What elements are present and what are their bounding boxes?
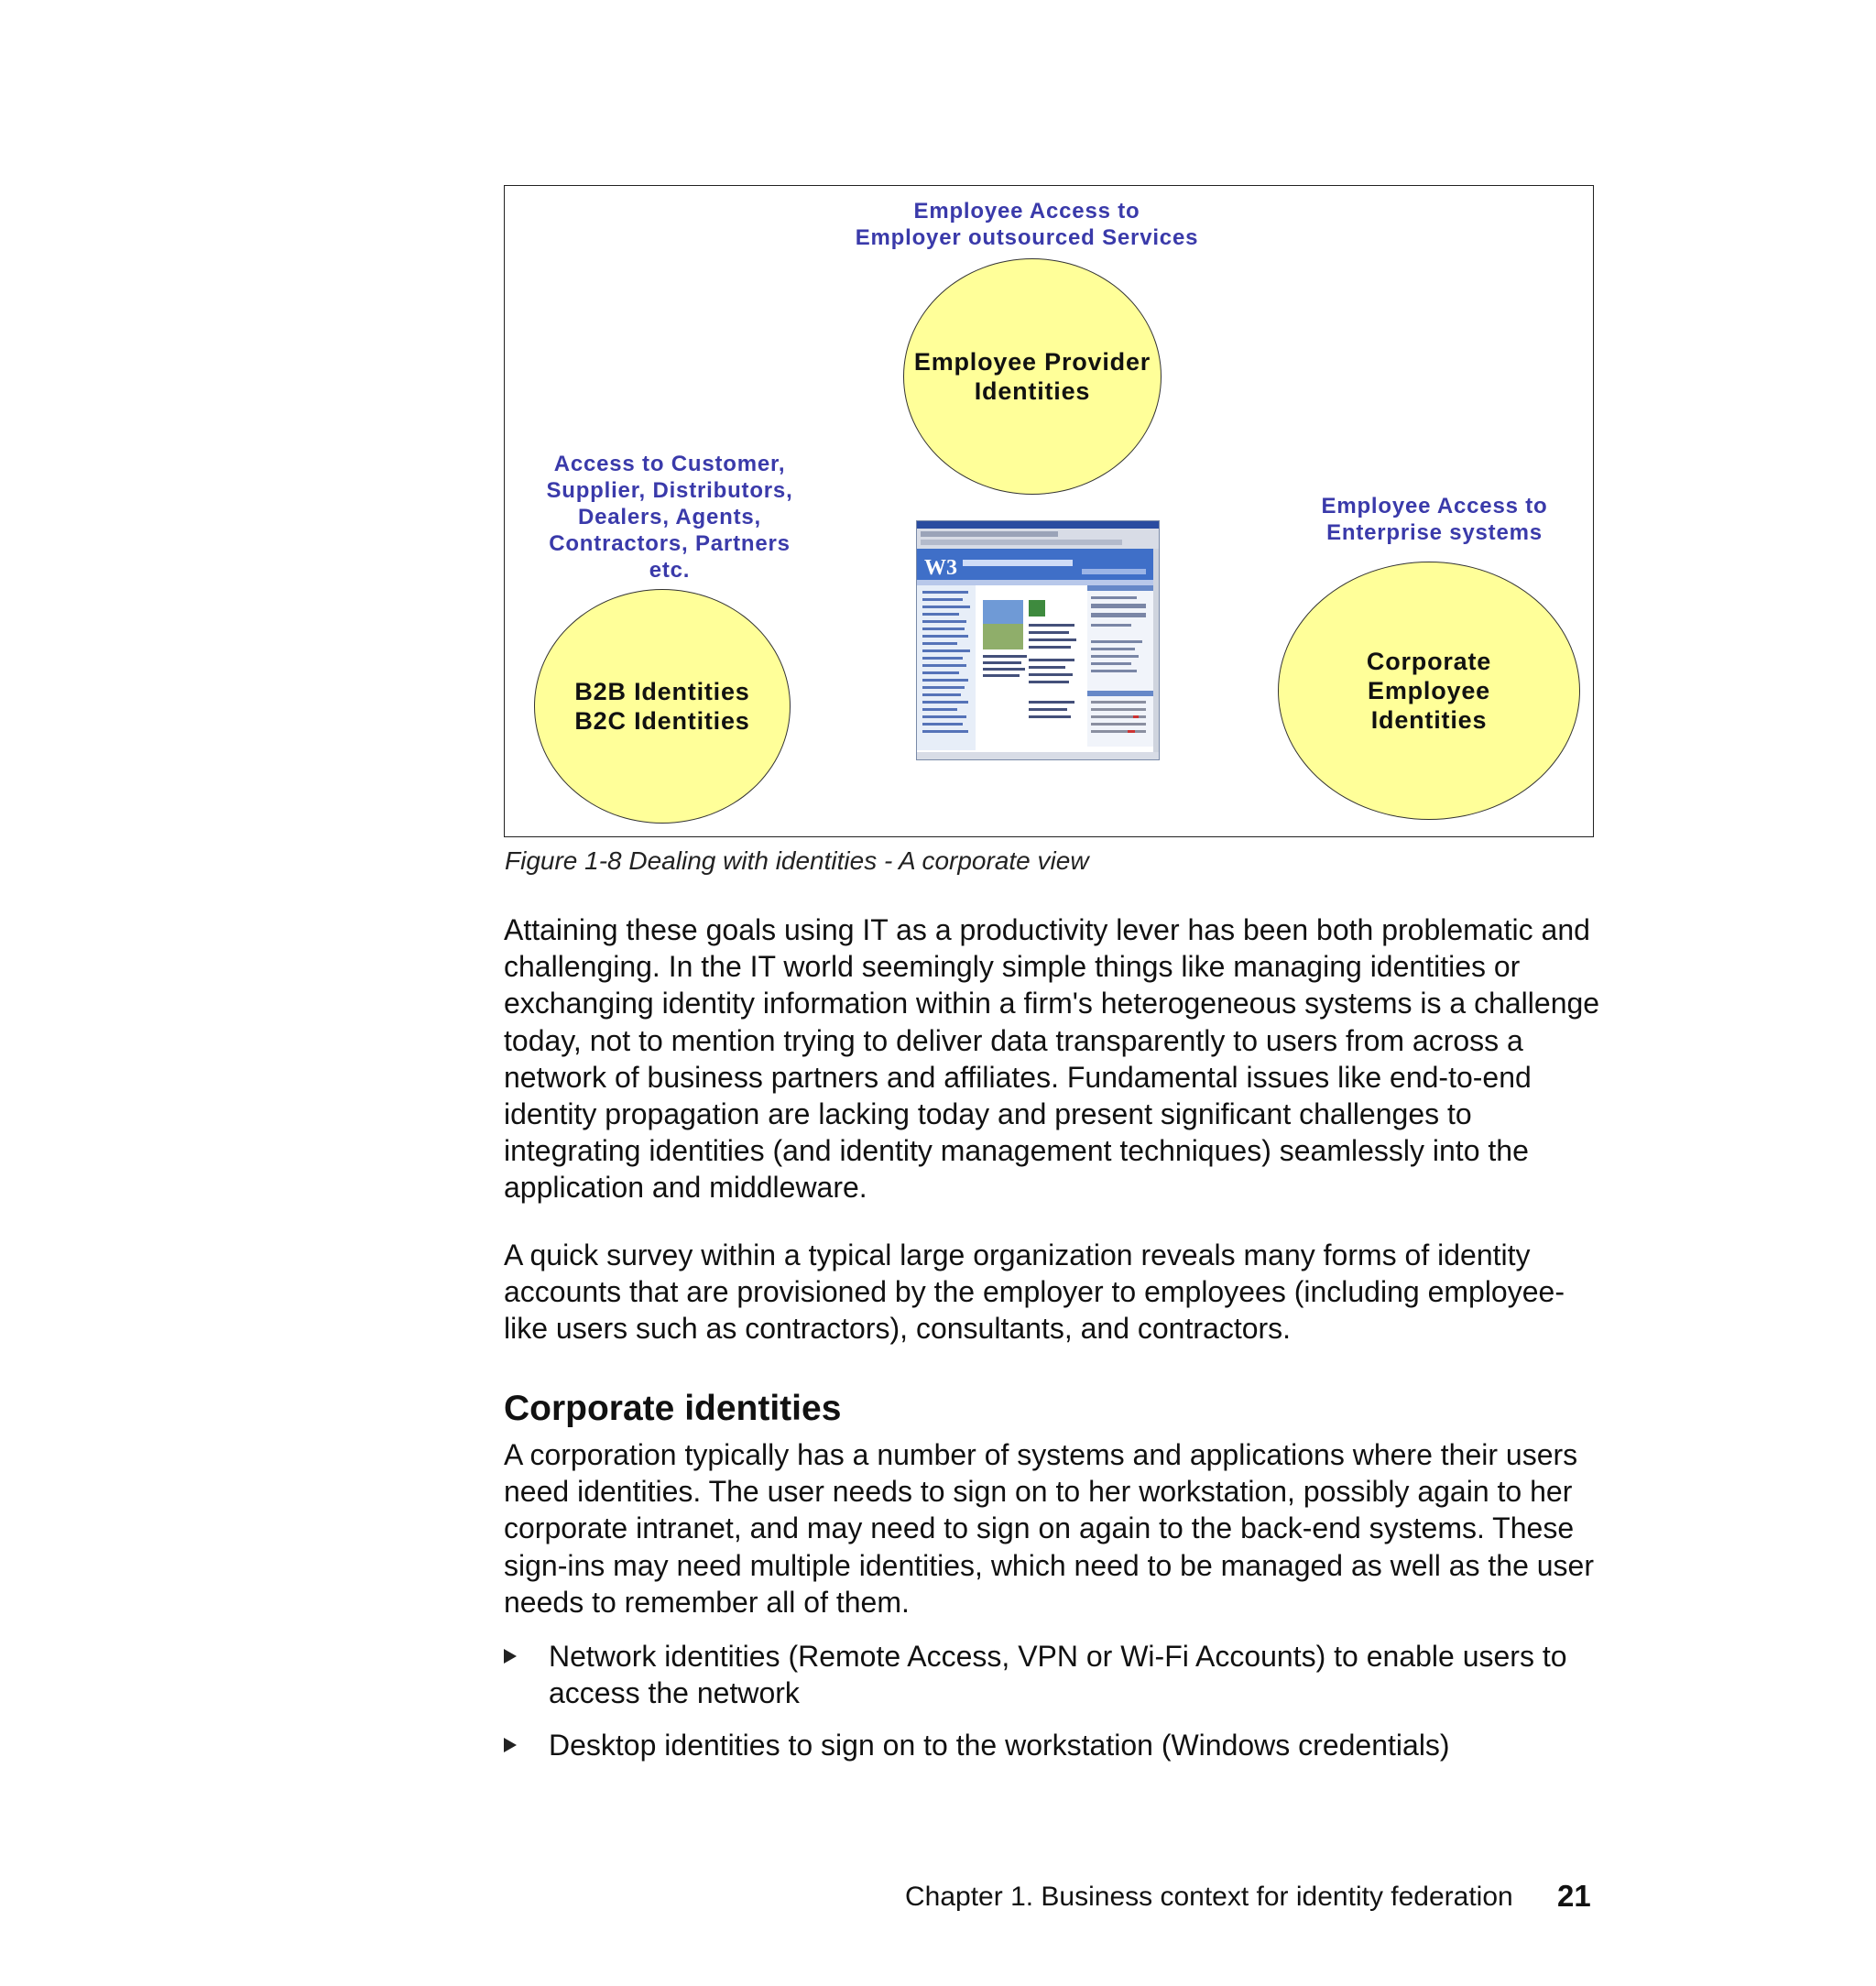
circle-employee-provider [903, 258, 1162, 495]
circle-b2b-b2c [534, 589, 791, 824]
list-item-text: Network identities (Remote Access, VPN or Wi-Fi Accounts) to enable users to access the network [549, 1640, 1567, 1710]
list-item-text: Desktop identities to sign on to the workstation (Windows credentials) [549, 1729, 1450, 1762]
circle-b2b-b2c-label: B2B Identities B2C Identities [574, 678, 750, 735]
section-heading: Corporate identities [504, 1389, 842, 1428]
paragraph-goals: Attaining these goals using IT as a productivity lever has been both problematic and challenging. In the IT world seemingly simple things like managing identities or exchanging identity information within a firm's heterogeneous systems is a challenge today, not to mention trying to deliver data transparently to users from across a network of business partners and affiliates. Fundamental issues like end-to-end identity propagation are lacking today and present significant challenges to integrating identities (and identity management techniques) seamlessly into the application and middleware. [504, 913, 1600, 1205]
circle-corporate-employee [1278, 562, 1580, 820]
list-item [504, 1638, 1603, 1713]
intranet-browser-screenshot [916, 520, 1160, 760]
svg-text:W3: W3 [924, 556, 957, 580]
intranet-screenshot-image [917, 521, 1160, 760]
footer-page-number: 21 [1557, 1879, 1591, 1913]
bullet-arrow-icon [504, 1738, 517, 1752]
list-item [504, 1727, 1603, 1765]
figure-caption: Figure 1-8 Dealing with identities - A corporate view [505, 846, 1089, 875]
label-enterprise-systems: Employee Access to Enterprise systems [1321, 494, 1548, 545]
label-partner-access: Access to Customer, Supplier, Distributors, Dealers, Agents, Contractors, Partners etc. [546, 452, 793, 583]
circle-corporate-employee-label: Corporate Employee Identities [1366, 648, 1492, 734]
paragraph-corporate: A corporation typically has a number of systems and applications where their users need identities. The user needs to sign on to her workstation, possibly again to her corporate intranet, and may need to sign on again to the back-end systems. These sign-ins may need multiple identities, which need to be managed as well as the user needs to remember all of them. [504, 1438, 1594, 1619]
circle-employee-provider-label: Employee Provider Identities [913, 348, 1151, 405]
bullet-arrow-icon [504, 1649, 517, 1664]
footer-chapter-title: Chapter 1. Business context for identity federation [905, 1882, 1513, 1912]
label-outsourced-services: Employee Access to Employer outsourced Services [855, 199, 1199, 250]
paragraph-survey: A quick survey within a typical large organization reveals many forms of identity accounts that are provisioned by the employer to employees (including employee-like users such as contractors), consultants, and contractors. [504, 1239, 1565, 1346]
